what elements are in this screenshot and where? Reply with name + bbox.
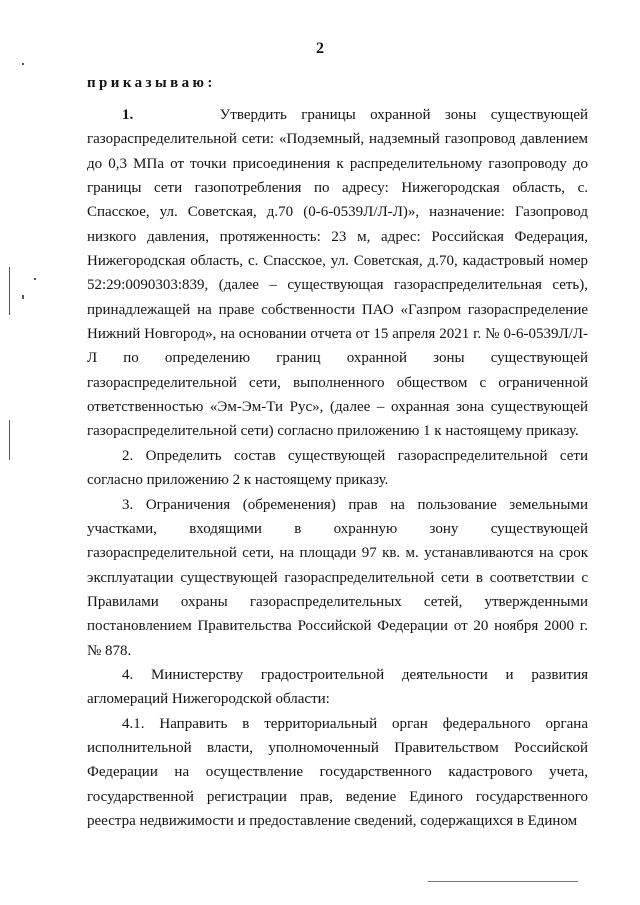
bottom-rule <box>428 881 578 882</box>
paragraph-1-text: Утвердить границы охранной зоны существующей газораспределительной сети: «Подземный, надземный газопровод давлением до 0,3 МПа от точки присоединения к распределительному газопроводу до границы сети газопотребления по адресу: Нижегородская область, с. Спасское, ул. Советская, д.70 (0-6-0539Л/Л-Л)», назначение: Газопровод низкого давления, протяженность: 23 м, адрес: Российская Федерация, Нижегородская область, с. Спасское, ул. Советская, д.70, кадастровый номер 52:29:0090303:839, (далее – существующая газораспределительная сеть), принадлежащей на праве собственности ПАО «Газпром газораспределение Нижний Новгород», на основании отчета от 15 апреля 2021 г. № 0-6-0539Л/Л-Л по определению границ охранной зоны существующей газораспределительной сети, выполненного обществом с ограниченной ответственностью «Эм-Эм-Ти Рус», (далее – охранная зона существующей газораспределительной сети) согласно приложению 1 к настоящему приказу. <box>87 107 589 440</box>
paragraph-2: 2. Определить состав существующей газораспределительной сети согласно приложению 2 к настоящему приказу. <box>87 447 588 489</box>
scan-mark <box>9 267 10 315</box>
scan-mark <box>34 278 36 280</box>
scan-mark <box>22 63 24 65</box>
scan-mark <box>22 295 24 299</box>
paragraph-4-1: 4.1. Направить в территориальный орган федерального органа исполнительной власти, уполномоченный Правительством Российской Федерации на осуществление государственного кадастрового учета, государственной регистрации прав, ведение Единого государственного реестра недвижимости и предоставление сведений, содержащихся в Едином <box>87 715 588 829</box>
scan-mark <box>9 420 10 460</box>
page-number: 2 <box>316 40 324 57</box>
paragraph-1-number: 1. <box>122 107 134 123</box>
order-heading: приказываю: <box>87 75 216 91</box>
paragraph-1 <box>87 103 588 444</box>
paragraph-4: 4. Министерству градостроительной деятельности и развития агломераций Нижегородской области: <box>87 666 588 708</box>
paragraph-3: 3. Ограничения (обременения) прав на пользование земельными участками, входящими в охранную зону существующей газораспределительной сети, на площади 97 кв. м. устанавливаются на срок эксплуатации существующей газораспределительной сети в соответствии с Правилами охраны газораспределительных сетей, утвержденными постановлением Правительства Российской Федерации от 20 ноября 2000 г. № 878. <box>87 496 588 659</box>
document-body <box>87 103 588 833</box>
